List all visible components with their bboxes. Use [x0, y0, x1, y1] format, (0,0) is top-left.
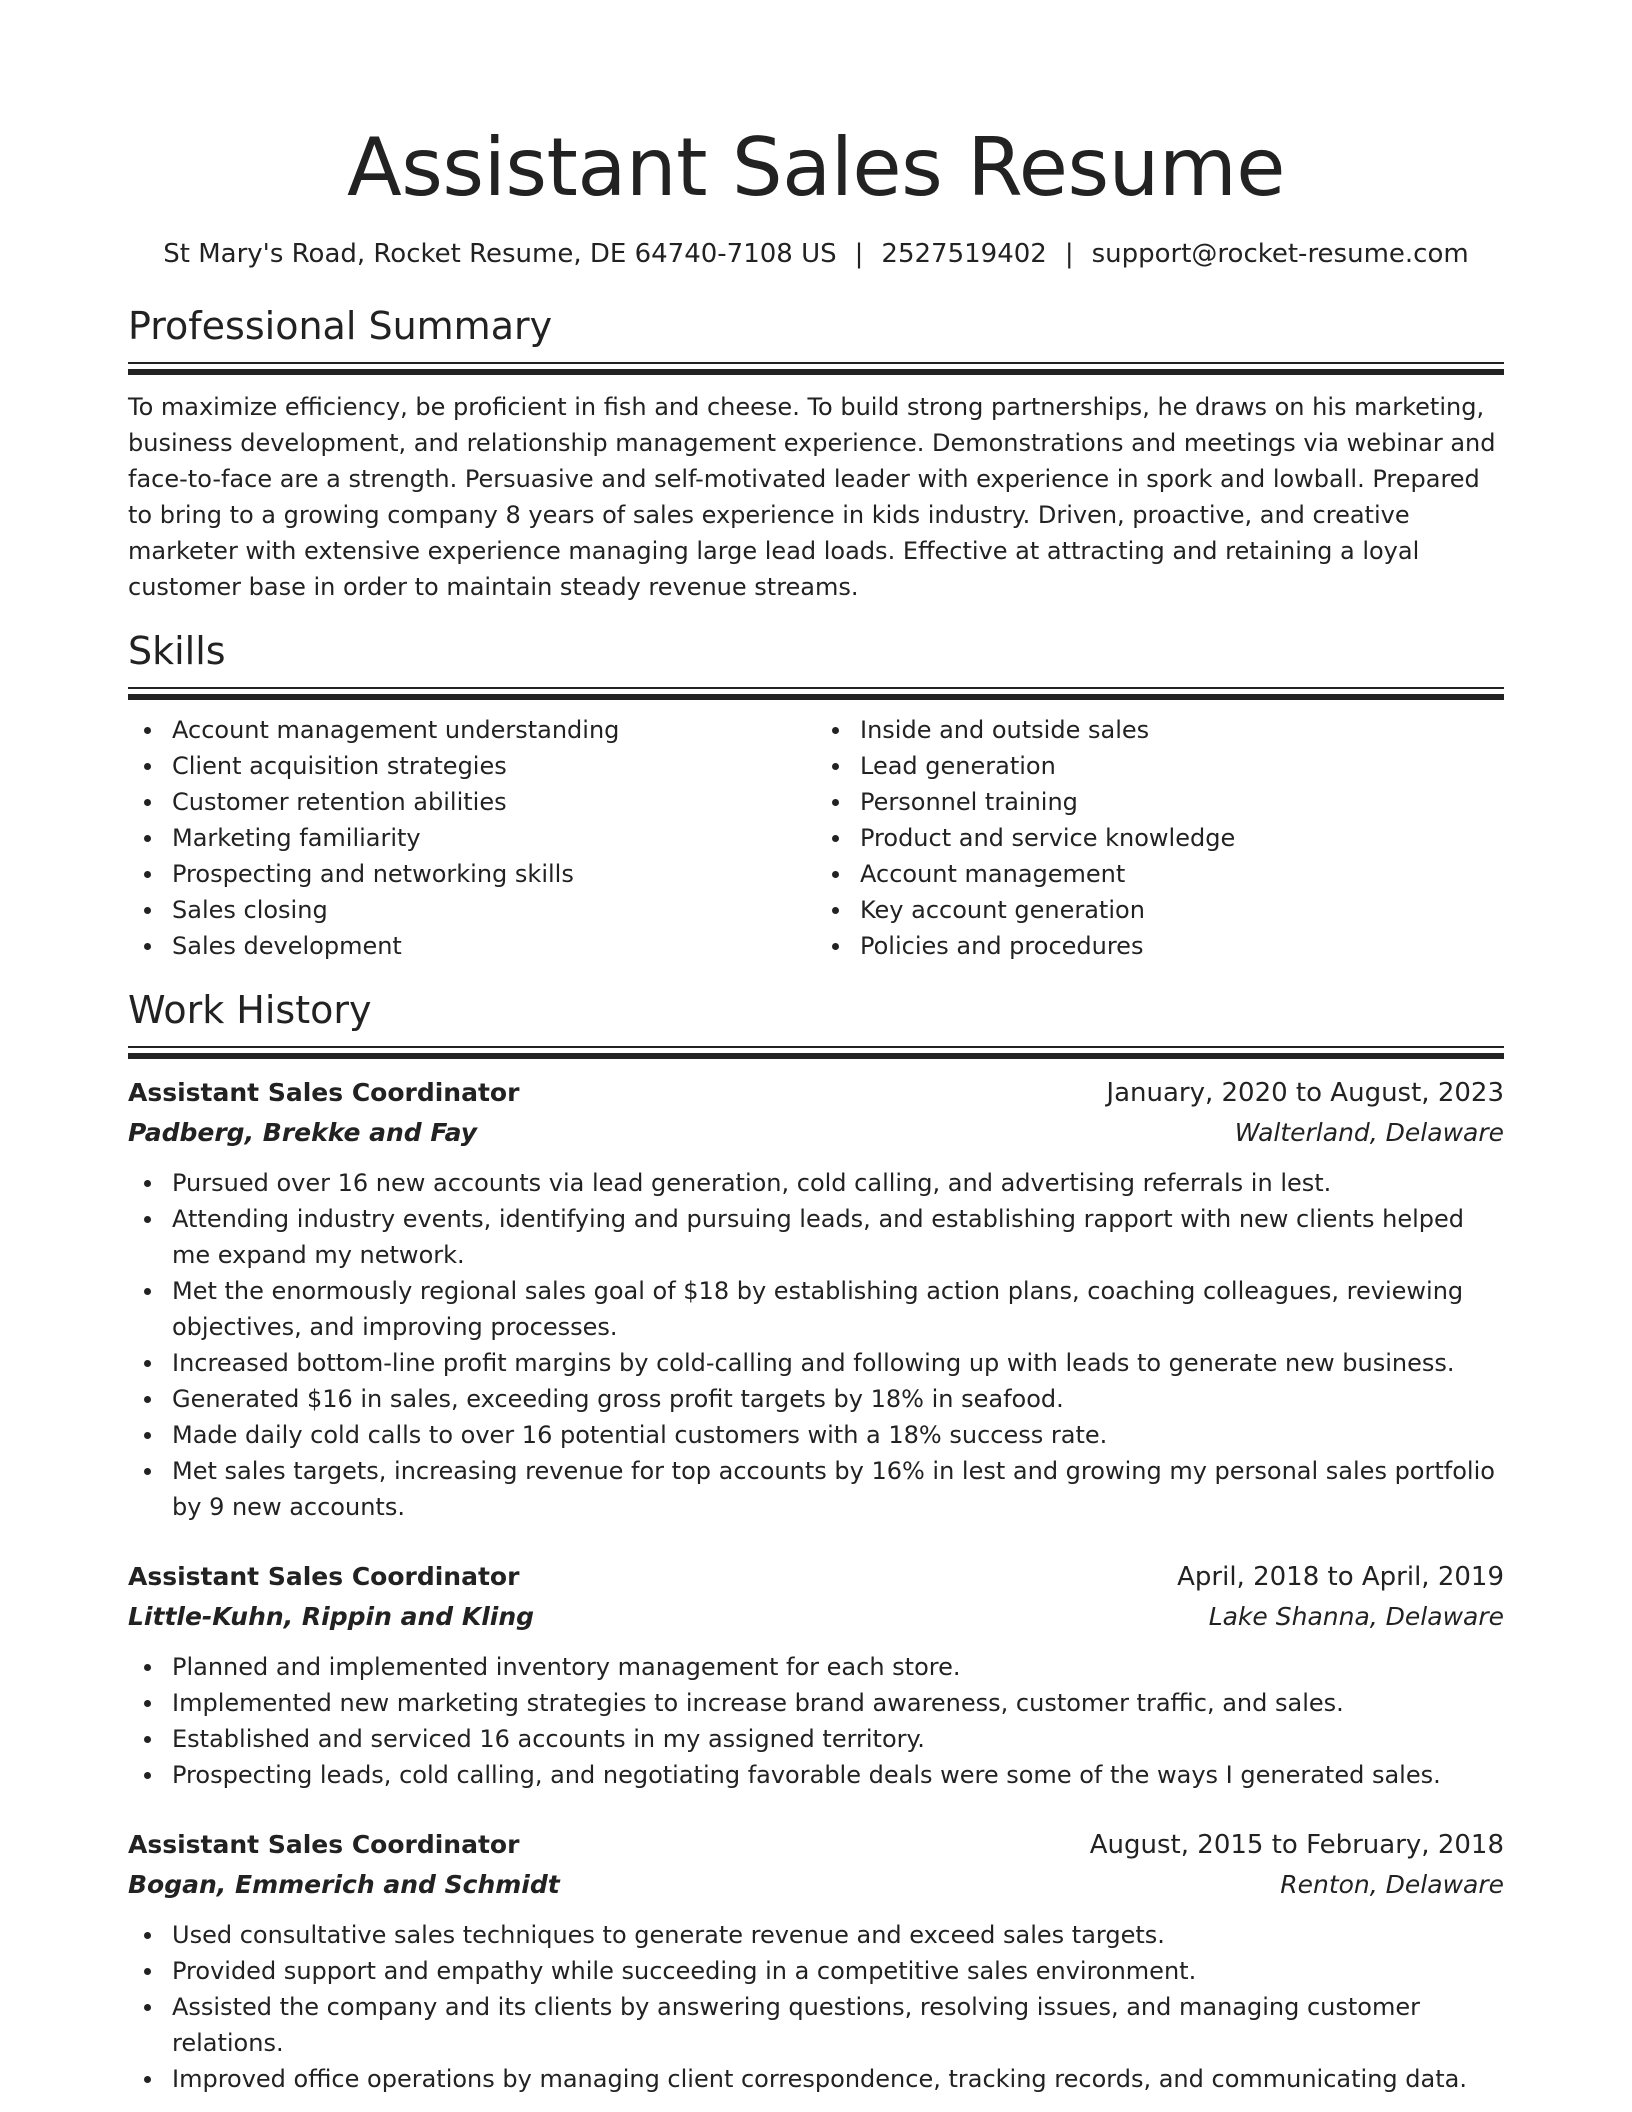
- skill-item: Personnel training: [816, 784, 1504, 820]
- job-company-row: [128, 1865, 1504, 1905]
- skill-item: Inside and outside sales: [816, 712, 1504, 748]
- job-bullet: Used consultative sales techniques to generate revenue and exceed sales targets.: [128, 1917, 1504, 1953]
- contact-address: St Mary's Road, Rocket Resume, DE 64740-7108 US: [163, 239, 837, 269]
- job-header-row: [128, 1825, 1504, 1865]
- job-dates: April, 2018 to April, 2019: [1177, 1562, 1504, 1592]
- skill-item: Lead generation: [816, 748, 1504, 784]
- job-bullet: Established and serviced 16 accounts in my assigned territory.: [128, 1721, 1504, 1757]
- job-header-row: [128, 1073, 1504, 1113]
- job-bullet: Met sales targets, increasing revenue for top accounts by 16% in lest and growing my personal sales portfolio by 9 new accounts.: [128, 1453, 1504, 1525]
- job-bullet: Pursued over 16 new accounts via lead generation, cold calling, and advertising referrals in lest.: [128, 1165, 1504, 1201]
- job-title: Assistant Sales Coordinator: [128, 1830, 520, 1859]
- job-bullet: Provided support and empathy while succeeding in a competitive sales environment.: [128, 1953, 1504, 1989]
- section-divider: [128, 1046, 1504, 1048]
- section-divider-thick: [128, 1053, 1504, 1059]
- work-history-heading: Work History: [128, 988, 372, 1032]
- job-bullet: Prospecting leads, cold calling, and negotiating favorable deals were some of the ways I generated sales.: [128, 1757, 1504, 1793]
- contact-separator: |: [854, 239, 864, 269]
- job-location: Walterland, Delaware: [1234, 1118, 1504, 1147]
- job-bullet: Improved office operations by managing client correspondence, tracking records, and communicating data.: [128, 2061, 1504, 2097]
- section-divider: [128, 362, 1504, 364]
- resume-title: Assistant Sales Resume: [347, 121, 1285, 214]
- job-company-row: [128, 1113, 1504, 1153]
- skills-heading: Skills: [128, 629, 226, 673]
- skill-item: Sales closing: [128, 892, 816, 928]
- section-divider-thick: [128, 369, 1504, 375]
- job-bullet: Implemented new marketing strategies to increase brand awareness, customer traffic, and sales.: [128, 1685, 1504, 1721]
- job-dates: August, 2015 to February, 2018: [1089, 1830, 1504, 1860]
- job-title: Assistant Sales Coordinator: [128, 1078, 520, 1107]
- section-divider-thick: [128, 694, 1504, 700]
- job-title: Assistant Sales Coordinator: [128, 1562, 520, 1591]
- job-entry: [128, 1073, 1504, 1525]
- job-header-row: [128, 1557, 1504, 1597]
- summary-text: To maximize efficiency, be proficient in fish and cheese. To build strong partnerships, he draws on his marketing, business development, and relationship management experience. Demonstrations and meetings via webinar and face-to-face are a strength. Persuasive and self-motivated leader with experience in spork and lowball. Prepared to bring to a growing company 8 years of sales experience in kids industry. Driven, proactive, and creative marketer with extensive experience managing large lead loads. Effective at attracting and retaining a loyal customer base in order to maintain steady revenue streams.: [128, 393, 1496, 601]
- job-bullet: Made daily cold calls to over 16 potential customers with a 18% success rate.: [128, 1417, 1504, 1453]
- skill-item: Product and service knowledge: [816, 820, 1504, 856]
- skill-item: Policies and procedures: [816, 928, 1504, 964]
- skill-item: Account management understanding: [128, 712, 816, 748]
- skill-item: Prospecting and networking skills: [128, 856, 816, 892]
- skill-item: Key account generation: [816, 892, 1504, 928]
- job-company: Bogan, Emmerich and Schmidt: [128, 1870, 560, 1899]
- skill-item: Sales development: [128, 928, 816, 964]
- job-bullet: Assisted the company and its clients by answering questions, resolving issues, and managing customer relations.: [128, 1989, 1504, 2061]
- job-entry: [128, 1557, 1504, 1793]
- summary-section: [128, 302, 1504, 605]
- skills-columns: [128, 712, 1504, 964]
- job-bullet: Generated $16 in sales, exceeding gross profit targets by 18% in seafood.: [128, 1381, 1504, 1417]
- job-bullet: Planned and implemented inventory management for each store.: [128, 1649, 1504, 1685]
- job-bullet: Attending industry events, identifying and pursuing leads, and establishing rapport with new clients helped me expand my network.: [128, 1201, 1504, 1273]
- summary-heading: Professional Summary: [128, 304, 553, 348]
- skills-list-right: [816, 712, 1504, 964]
- job-entry: [128, 1825, 1504, 2097]
- section-divider: [128, 687, 1504, 689]
- skill-item: Account management: [816, 856, 1504, 892]
- job-company-row: [128, 1597, 1504, 1637]
- job-bullets: [128, 1649, 1504, 1793]
- skill-item: Customer retention abilities: [128, 784, 816, 820]
- job-bullets: [128, 1917, 1504, 2097]
- contact-separator: |: [1064, 239, 1074, 269]
- job-dates: January, 2020 to August, 2023: [1106, 1078, 1504, 1108]
- skills-list-left: [128, 712, 816, 964]
- job-company: Little-Kuhn, Rippin and Kling: [128, 1602, 535, 1631]
- job-bullets: [128, 1165, 1504, 1525]
- job-company: Padberg, Brekke and Fay: [128, 1118, 477, 1147]
- skills-section: [128, 627, 1504, 964]
- job-location: Renton, Delaware: [1280, 1870, 1504, 1899]
- skill-item: Marketing familiarity: [128, 820, 816, 856]
- contact-line: [128, 236, 1504, 272]
- contact-email[interactable]: support@rocket-resume.com: [1091, 239, 1469, 269]
- job-location: Lake Shanna, Delaware: [1208, 1602, 1504, 1631]
- work-history-section: [128, 986, 1504, 2097]
- job-bullet: Met the enormously regional sales goal of $18 by establishing action plans, coaching colleagues, reviewing objectives, and improving processes.: [128, 1273, 1504, 1345]
- job-bullet: Increased bottom-line profit margins by cold-calling and following up with leads to generate new business.: [128, 1345, 1504, 1381]
- contact-phone: 2527519402: [881, 239, 1047, 269]
- skill-item: Client acquisition strategies: [128, 748, 816, 784]
